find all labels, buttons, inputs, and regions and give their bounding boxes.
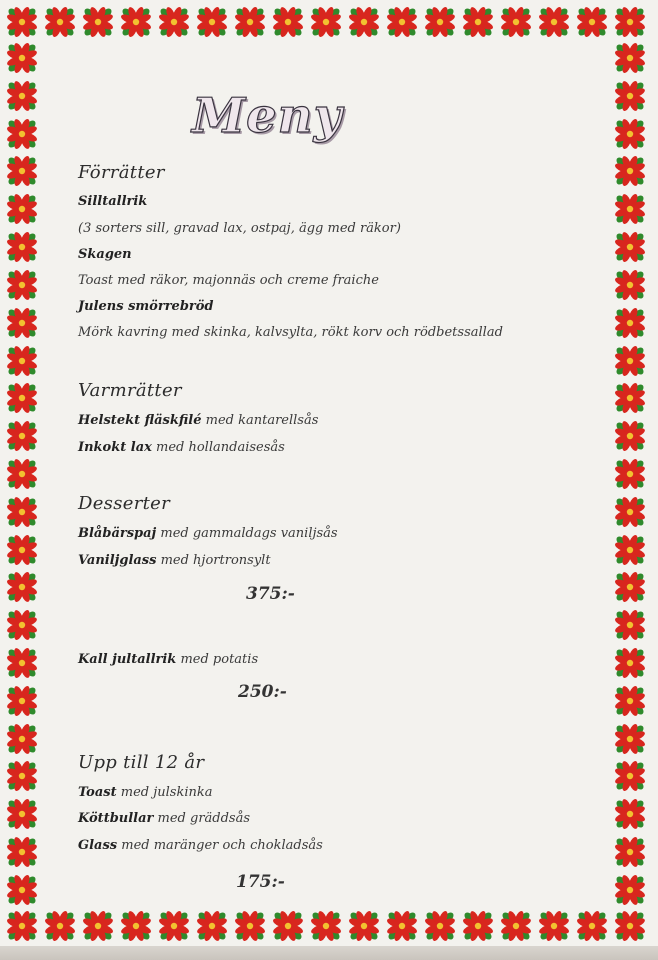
menu-item [78,440,285,455]
menu-item-name: Vaniljglass [78,553,157,568]
menu-item [78,413,318,428]
price-barn: 175:- [236,872,285,892]
menu-item-description [78,273,379,288]
menu-item-desc: med hollandaisesås [151,440,285,455]
menu-item [78,652,258,667]
menu-item [78,785,212,800]
menu-item-name: Julens smörrebröd [78,299,214,314]
menu-item-desc: med gammaldags vaniljsås [156,526,338,541]
section-heading-varmratter: Varmrätter [78,380,182,401]
menu-item [78,553,271,568]
menu-item-name: Blåbärspaj [78,526,157,541]
menu-item-desc: med julskinka [116,785,213,800]
menu-item [78,247,132,262]
section-heading-desserter: Desserter [78,493,171,514]
menu-item-name: Kall jultallrik [78,652,177,667]
price-desserter: 375:- [246,584,295,604]
menu-item-desc: med kantarellsås [201,413,319,428]
menu-item-desc: med potatis [176,652,259,667]
section-heading-barn: Upp till 12 år [78,752,205,773]
section-heading-forratter: Förrätter [78,162,165,183]
menu-item-name: Toast [78,785,117,800]
menu-item-name: Helstekt fläskfilé [78,413,202,428]
menu-item [78,811,250,826]
menu-item [78,838,323,853]
menu-item-desc: (3 sorters sill, gravad lax, ostpaj, ägg med räkor) [78,221,401,236]
menu-title: Meny [192,88,343,144]
menu-item-description [78,221,401,236]
menu-item-desc: med maränger och chokladsås [117,838,323,853]
menu-item-desc: med hjortronsylt [156,553,271,568]
price-kall: 250:- [238,682,287,702]
menu-item [78,526,338,541]
menu-item-name: Köttbullar [78,811,154,826]
menu-item-description [78,325,503,340]
menu-item-name: Glass [78,838,118,853]
menu-item [78,194,147,209]
menu-item-desc: med gräddsås [153,811,251,826]
menu-item-desc: Toast med räkor, majonnäs och creme fraiche [78,273,379,288]
menu-item-desc: Mörk kavring med skinka, kalvsylta, rökt korv och rödbetssallad [78,325,503,340]
menu-item-name: Skagen [78,247,132,262]
menu-item-name: Inkokt lax [78,440,152,455]
menu-item-name: Silltallrik [78,194,148,209]
menu-item [78,299,214,314]
